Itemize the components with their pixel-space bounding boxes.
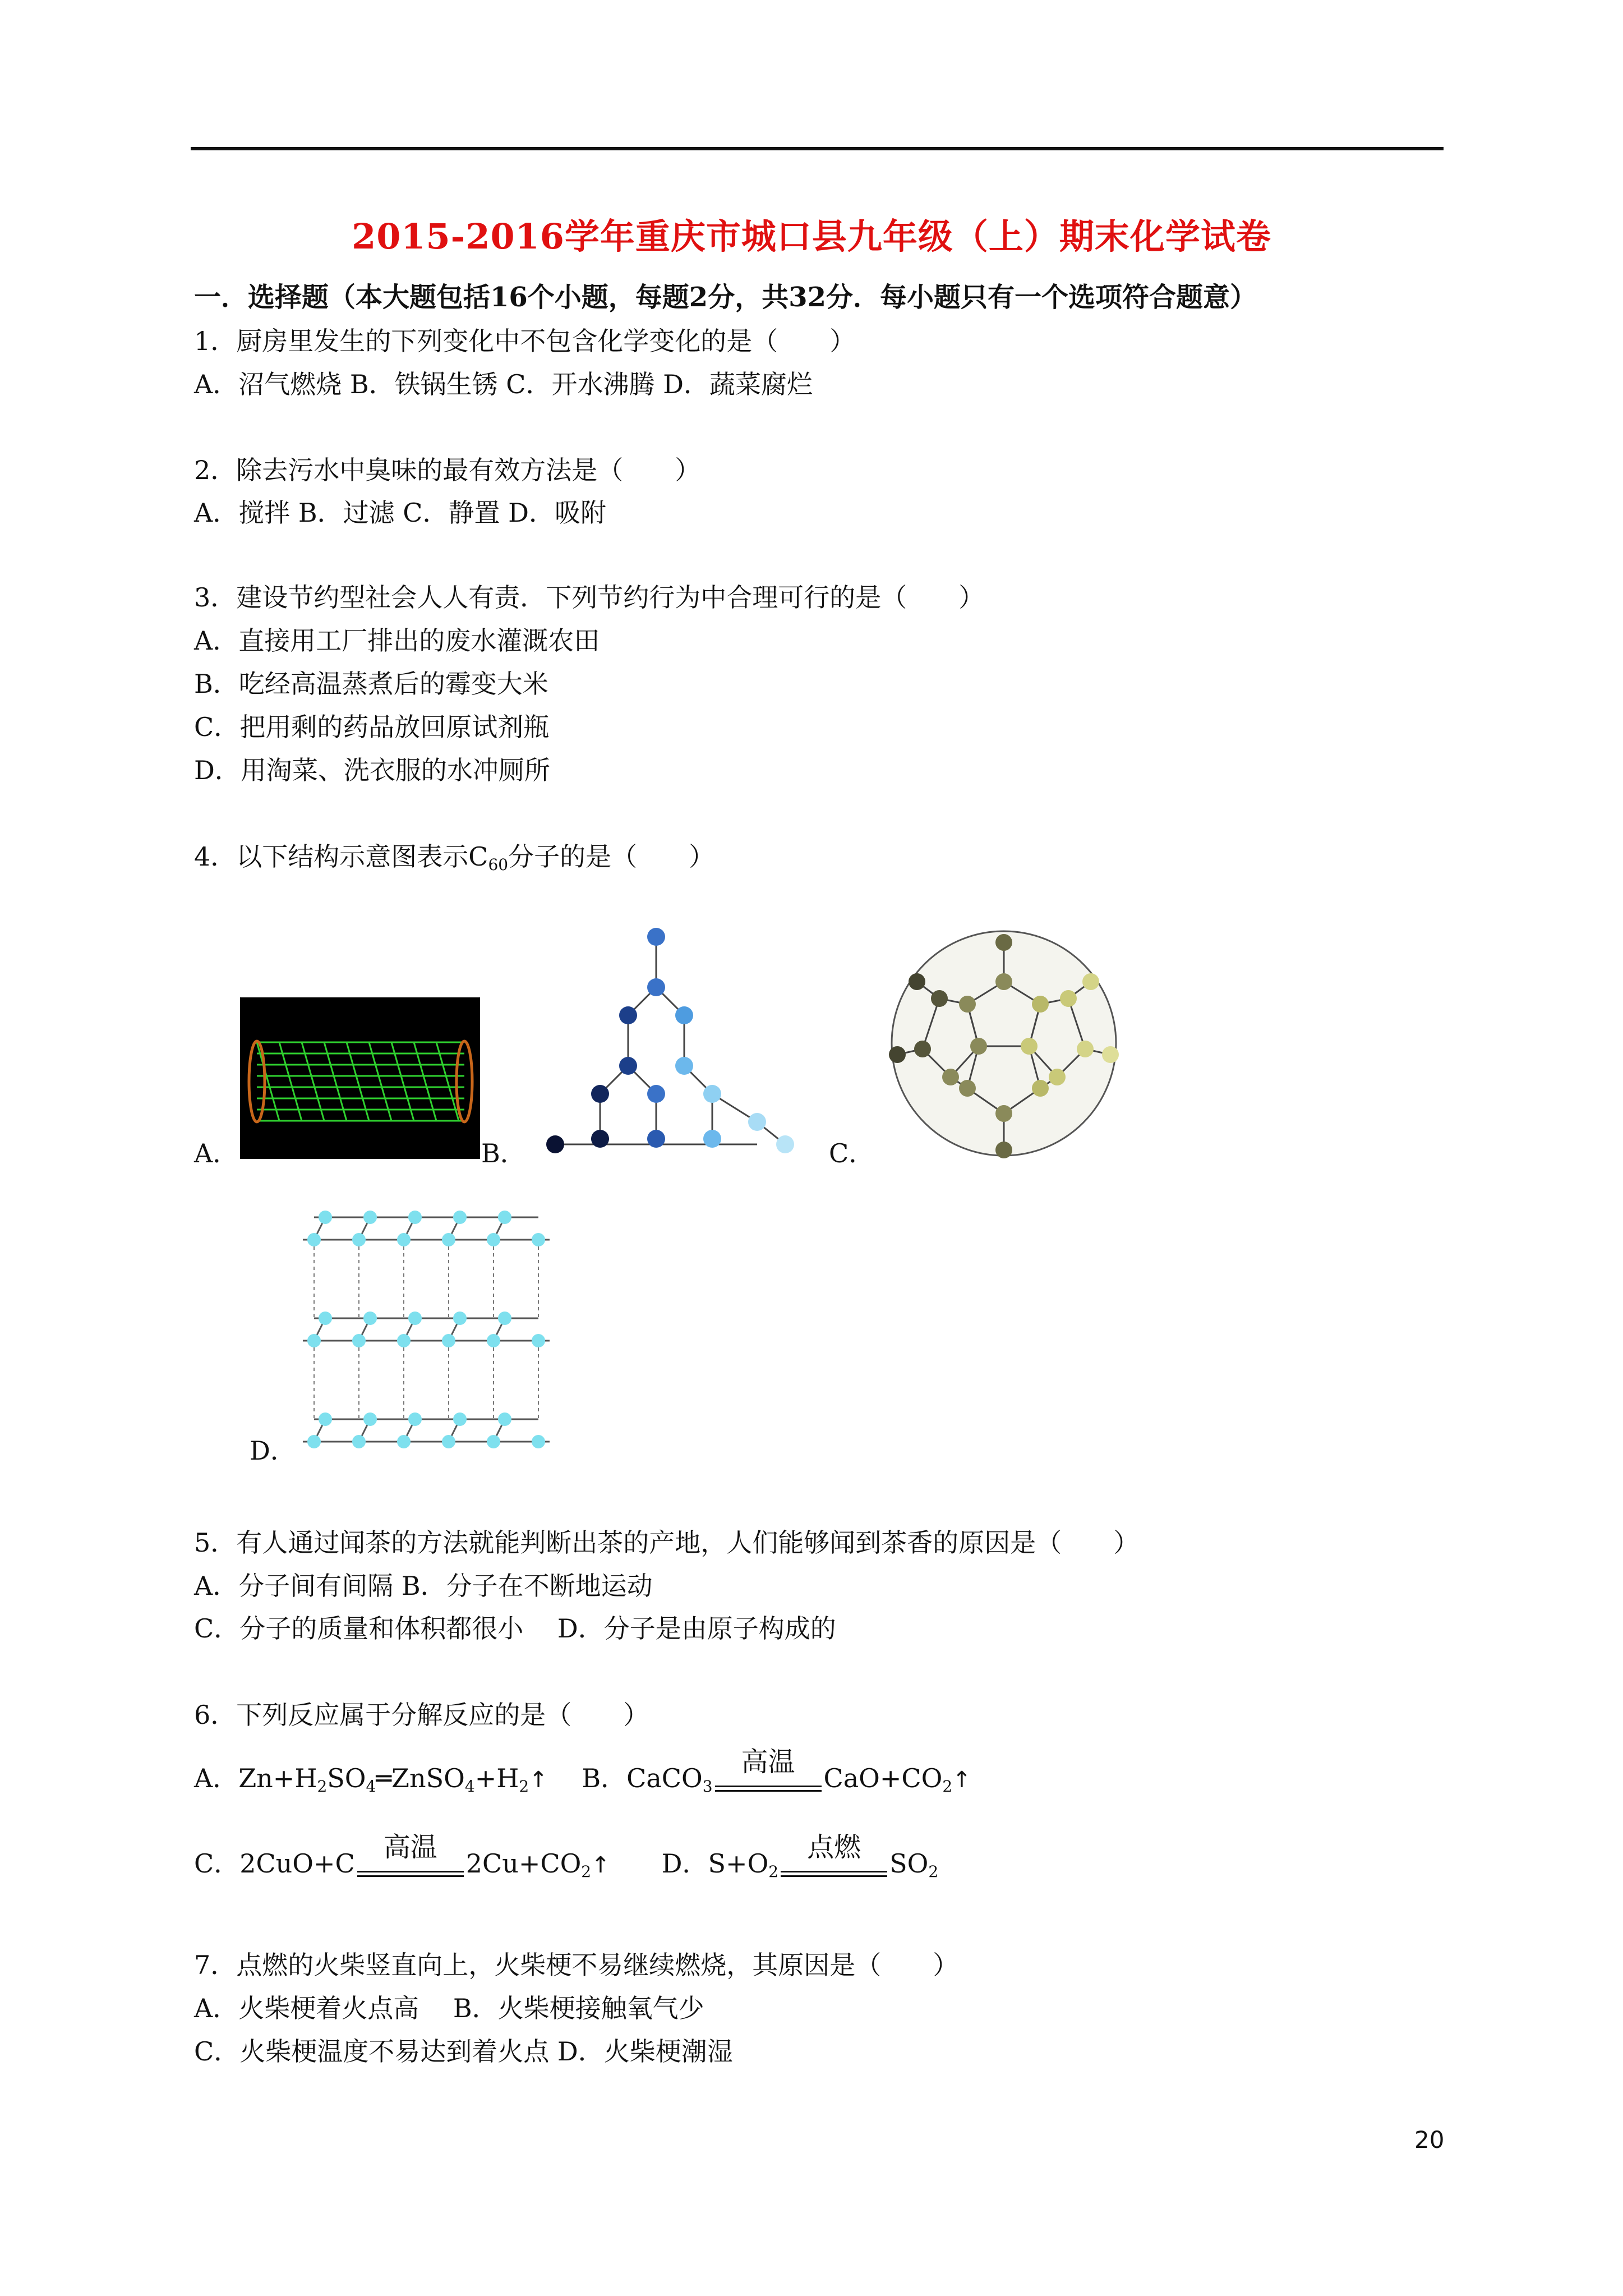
header-rule — [191, 147, 1444, 150]
q4-label-c: C． — [829, 1138, 875, 1168]
q6-stem: 6．下列反应属于分解反应的是（ ） — [194, 1700, 649, 1730]
nanotube-figure — [240, 997, 480, 1161]
q6-options-ab: A．$Zn+H_2SO_4═ZnSO_4+H_2↑$ B．CaCO$_3$ 高温 $CaO+CO_2↑$ — [194, 1761, 971, 1803]
q4-label-a: A． — [194, 1138, 239, 1168]
q3-option-a: A．直接用工厂排出的废水灌溉农田 — [194, 625, 600, 656]
page-number: 20 — [1414, 2126, 1445, 2154]
c60-figure — [872, 920, 1136, 1169]
section-heading: 一．选择题（本大题包括16个小题，每题2分，共32分．每小题只有一个选项符合题意） — [194, 282, 1257, 313]
q3-option-c: C．把用剩的药品放回原试剂瓶 — [194, 712, 550, 742]
q1-options: A．沼气燃烧 B．铁锅生锈 C．开水沸腾 D．蔬菜腐烂 — [194, 369, 813, 399]
q1-stem: 1．厨房里发生的下列变化中不包含化学变化的是（ ） — [194, 326, 856, 356]
q2-stem: 2．除去污水中臭味的最有效方法是（ ） — [194, 455, 701, 485]
q7-options-ab: A．火柴梗着火点高 B．火柴梗接触氧气少 — [194, 1993, 704, 2023]
condition-high-temp: 高温 — [715, 1770, 822, 1803]
q4-label-b: B． — [481, 1138, 526, 1168]
q3-option-d: D．用淘菜、洗衣服的水冲厕所 — [194, 755, 550, 785]
q6-options-cd: C．2CuO+C 高温 $2Cu+CO_2↑$ D．$S+O_2$ 点燃 $SO_2$ — [194, 1847, 938, 1889]
q7-stem: 7．点燃的火柴竖直向上，火柴梗不易继续燃烧，其原因是（ ） — [194, 1950, 959, 1980]
diamond-figure — [522, 920, 802, 1169]
q5-stem: 5．有人通过闻茶的方法就能判断出茶的产地，人们能够闻到茶香的原因是（ ） — [194, 1527, 1140, 1558]
graphite-figure — [292, 1206, 561, 1455]
q5-options-ab: A．分子间有间隔 B．分子在不断地运动 — [194, 1571, 653, 1601]
q3-stem: 3．建设节约型社会人人有责．下列节约行为中合理可行的是（ ） — [194, 582, 985, 613]
q7-options-cd: C．火柴梗温度不易达到着火点 D．火柴梗潮湿 — [194, 2036, 733, 2067]
condition-ignite: 点燃 — [781, 1855, 887, 1889]
q4-label-d: D． — [250, 1435, 296, 1466]
q4-stem: 4．以下结构示意图表示$C_{60}$分子的是（ ） — [194, 841, 715, 874]
condition-high-temp: 高温 — [357, 1855, 464, 1889]
q2-options: A．搅拌 B．过滤 C．静置 D．吸附 — [194, 498, 606, 528]
q3-option-b: B．吃经高温蒸煮后的霉变大米 — [194, 669, 548, 699]
q5-options-cd: C．分子的质量和体积都很小 D．分子是由原子构成的 — [194, 1613, 836, 1644]
page-title: 2015-2016学年重庆市城口县九年级（上）期末化学试卷 — [352, 216, 1271, 257]
